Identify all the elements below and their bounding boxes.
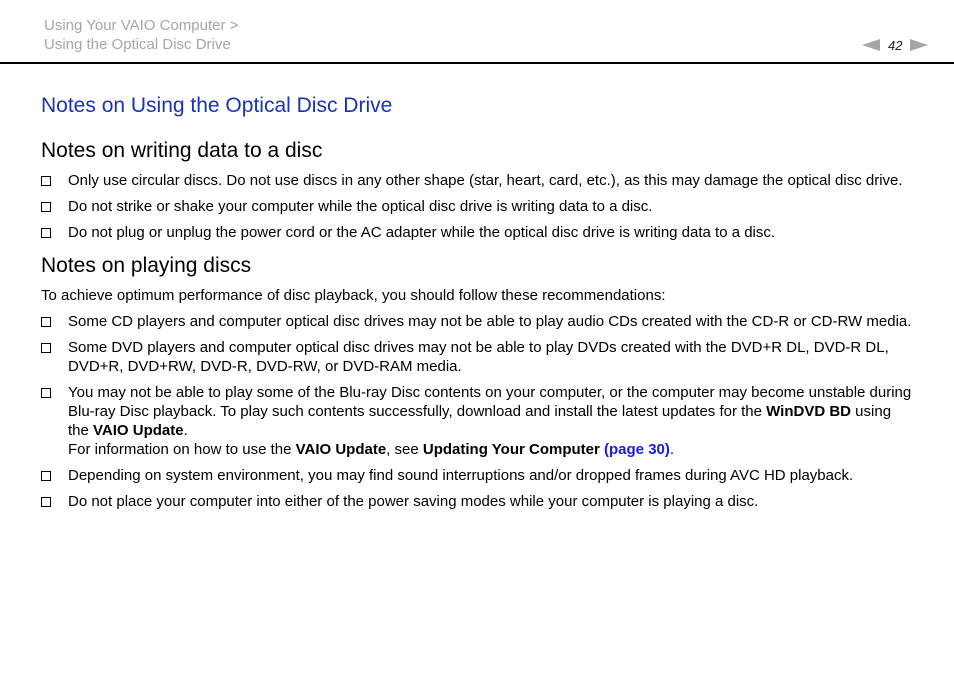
checkbox-bullet-icon — [41, 176, 51, 186]
list-item — [41, 171, 913, 190]
checkbox-bullet-icon — [41, 343, 51, 353]
winDVD-bd-name: WinDVD BD — [766, 403, 852, 420]
checkbox-bullet-icon — [41, 317, 51, 327]
list-item-text: Do not strike or shake your computer while the optical disc drive is writing data to a disc. — [68, 198, 653, 215]
vaio-update-name: VAIO Update — [93, 422, 184, 439]
writing-heading: Notes on writing data to a disc — [41, 139, 323, 162]
page-30-link[interactable]: (page 30) — [604, 441, 670, 458]
checkbox-bullet-icon — [41, 202, 51, 212]
list-item — [41, 492, 913, 511]
list-item-text: Depending on system environment, you may find sound interruptions and/or dropped frames during AVC HD playback. — [68, 467, 854, 484]
playing-heading: Notes on playing discs — [41, 254, 252, 277]
checkbox-bullet-icon — [41, 388, 51, 398]
page-navigation — [862, 36, 928, 54]
list-item — [41, 466, 913, 485]
checkbox-bullet-icon — [41, 497, 51, 507]
list-item-text: Do not place your computer into either of the power saving modes while your computer is playing a disc. — [68, 493, 759, 510]
checkbox-bullet-icon — [41, 471, 51, 481]
breadcrumb-line-2: Using the Optical Disc Drive — [44, 36, 231, 53]
page-number: 42 — [888, 37, 903, 53]
writing-list — [41, 171, 913, 242]
updating-your-computer-title: Updating Your Computer — [422, 441, 600, 458]
breadcrumb — [44, 16, 238, 54]
next-page-arrow-icon[interactable] — [910, 39, 928, 51]
list-item — [41, 312, 913, 331]
list-item-text: Do not plug or unplug the power cord or the AC adapter while the optical disc drive is writing data to a disc. — [68, 224, 776, 241]
page-title: Notes on Using the Optical Disc Drive — [41, 94, 393, 117]
list-item-bluray: You may not be able to play some of the Blu-ray Disc contents on your computer, or the computer may become unstable during Blu-ray Disc playback. To play such contents successfully, download and install the latest updates for the WinDVD BD using the VAIO Update. For information on how to use the VAIO Update, see Updating Your Computer (page 30). — [41, 383, 913, 459]
list-item — [41, 338, 913, 376]
list-item-text: Some CD players and computer optical disc drives may not be able to play audio CDs created with the CD-R or CD-RW media. — [68, 313, 912, 330]
list-item-text: Only use circular discs. Do not use discs in any other shape (star, heart, card, etc.), as this may damage the optical disc drive. — [68, 172, 903, 189]
vaio-update-name: VAIO Update — [295, 441, 387, 458]
header-divider — [0, 62, 954, 64]
playing-intro: To achieve optimum performance of disc playback, you should follow these recommendations: — [41, 287, 666, 304]
previous-page-arrow-icon[interactable] — [862, 39, 880, 51]
playing-list — [41, 312, 913, 511]
breadcrumb-line-1: Using Your VAIO Computer > — [44, 17, 239, 34]
list-item — [41, 197, 913, 216]
list-item — [41, 223, 913, 242]
page-content — [41, 91, 913, 521]
list-item-text: Some DVD players and computer optical disc drives may not be able to play DVDs created with the DVD+R DL, DVD-R DL, DVD+R, DVD+RW, DVD-R, DVD-RW, or DVD-RAM media. — [68, 339, 889, 375]
checkbox-bullet-icon — [41, 228, 51, 238]
